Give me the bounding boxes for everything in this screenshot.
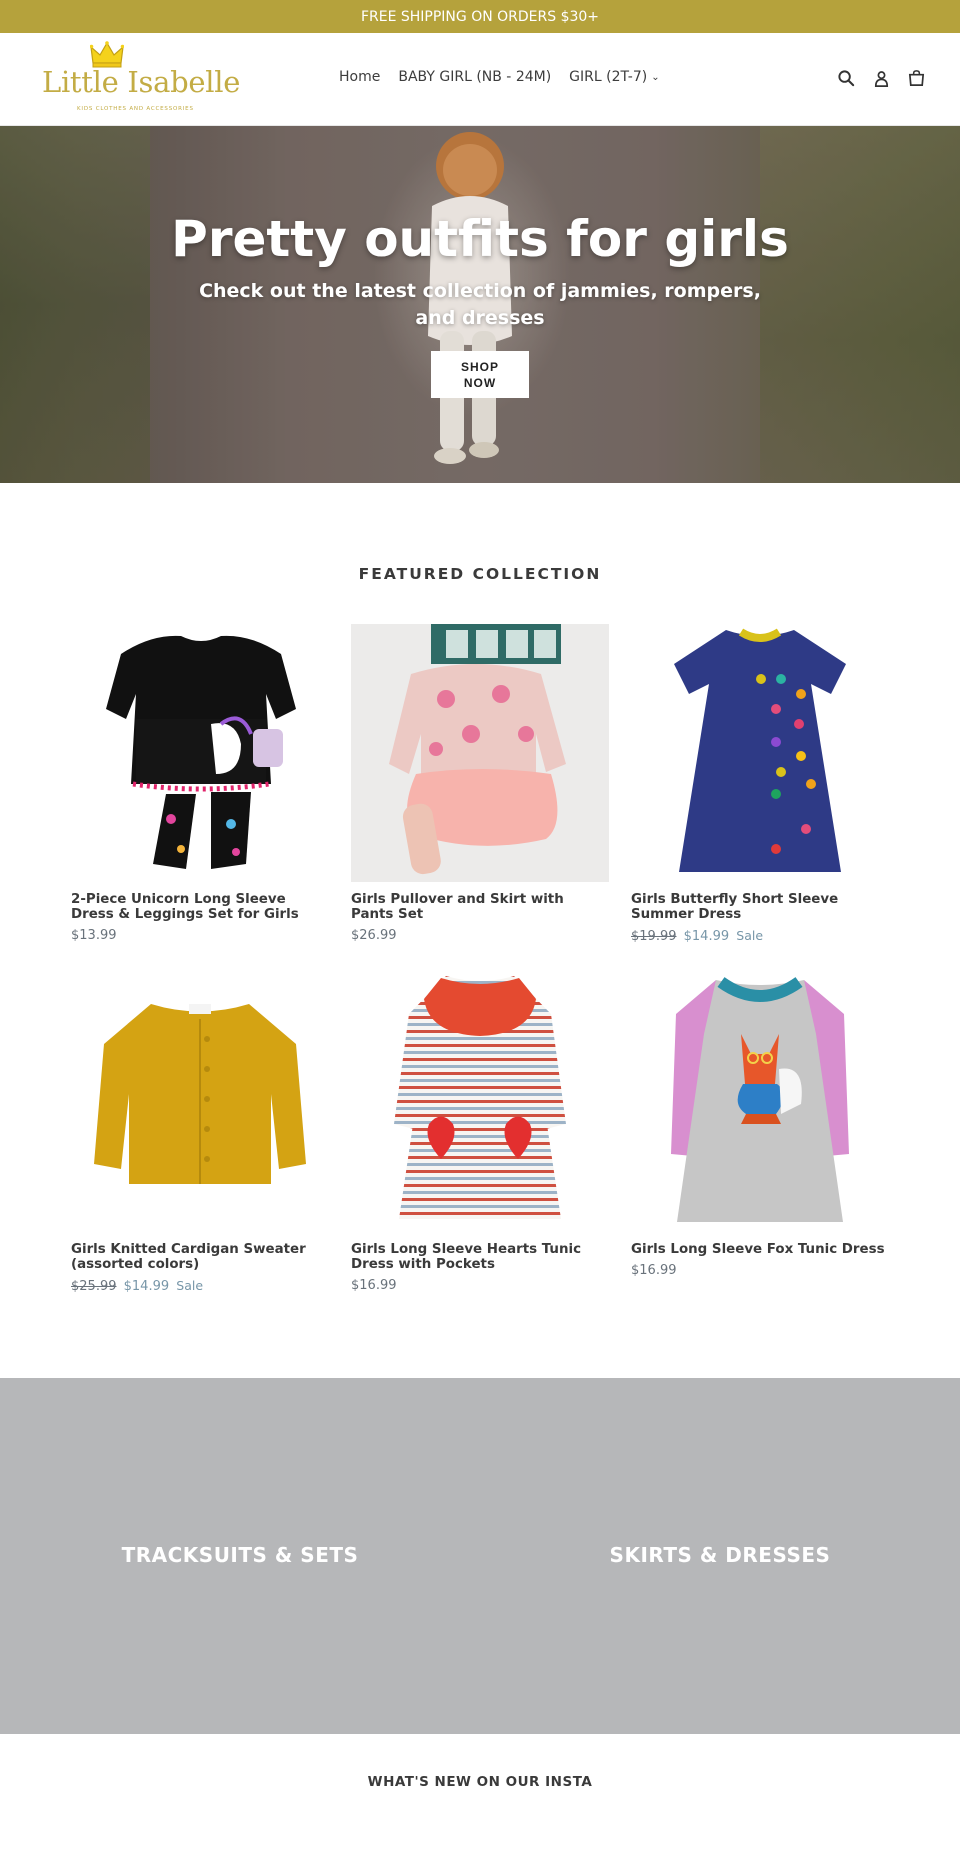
product-price (631, 928, 889, 944)
hero-subtitle: Check out the latest collection of jammies, rompers, and dresses (199, 280, 761, 329)
featured-collection-title: FEATURED COLLECTION (358, 565, 602, 583)
site-header (0, 33, 960, 126)
cart-icon[interactable] (907, 69, 926, 88)
announcement-bar (0, 0, 960, 33)
product-price (351, 928, 609, 943)
product-price (71, 928, 329, 943)
product-title[interactable]: Girls Butterfly Short Sleeve Summer Dress (631, 892, 839, 922)
price-value: $26.99 (351, 928, 397, 943)
product-title[interactable]: Girls Pullover and Skirt with Pants Set (351, 892, 564, 922)
product-title[interactable]: Girls Knitted Cardigan Sweater (assorted colors) (71, 1242, 306, 1272)
price-value: $16.99 (351, 1278, 397, 1293)
product-image[interactable] (631, 624, 889, 882)
compare-price: $25.99 (71, 1279, 117, 1294)
logo-tagline: KIDS CLOTHES AND ACCESSORIES (77, 106, 194, 112)
product-card[interactable] (631, 974, 889, 1278)
product-price (631, 1263, 889, 1278)
nav-baby-girl[interactable] (398, 69, 551, 85)
shop-now-button[interactable] (431, 351, 529, 398)
nav-baby-girl-label: BABY GIRL (NB - 24M) (398, 69, 552, 85)
product-image[interactable] (351, 624, 609, 882)
price-value: $13.99 (71, 928, 117, 943)
account-icon[interactable] (872, 69, 891, 88)
hero-banner (0, 126, 960, 483)
product-title[interactable]: 2-Piece Unicorn Long Sleeve Dress & Leggings Set for Girls (71, 892, 299, 922)
sale-price: $14.99 (683, 929, 730, 944)
collection-tracksuits-sets[interactable]: TRACKSUITS & SETS (121, 1543, 359, 1567)
price-value: $16.99 (631, 1263, 677, 1278)
product-card[interactable] (351, 974, 609, 1293)
shop-now-label: SHOP NOW (460, 359, 499, 390)
product-card[interactable] (631, 624, 889, 944)
insta-title: WHAT'S NEW ON OUR INSTA (367, 1774, 593, 1790)
sale-label: Sale (736, 928, 764, 943)
product-image[interactable] (71, 974, 329, 1232)
product-card[interactable] (71, 974, 329, 1294)
product-card[interactable] (71, 624, 329, 943)
hero-content (0, 126, 960, 483)
nav-girl-label: GIRL (2T-7) (569, 69, 648, 85)
nav-home-label: Home (339, 69, 381, 85)
product-price (351, 1278, 609, 1293)
store-logo[interactable] (42, 41, 241, 119)
sale-price: $14.99 (123, 1279, 170, 1294)
nav-girl[interactable] (569, 69, 659, 85)
announcement-text: FREE SHIPPING ON ORDERS $30+ (360, 8, 600, 25)
search-icon[interactable] (837, 69, 856, 88)
compare-price: $19.99 (631, 929, 677, 944)
product-card[interactable] (351, 624, 609, 943)
collection-skirts-dresses[interactable]: SKIRTS & DRESSES (609, 1543, 831, 1567)
hero-title: Pretty outfits for girls (171, 210, 789, 268)
sale-label: Sale (176, 1278, 204, 1293)
product-image[interactable] (631, 974, 889, 1232)
collection-list (0, 1378, 960, 1734)
product-title[interactable]: Girls Long Sleeve Hearts Tunic Dress with Pockets (351, 1242, 582, 1272)
header-icons (837, 69, 926, 88)
product-image[interactable] (71, 624, 329, 882)
main-nav (339, 69, 678, 85)
product-price (71, 1278, 329, 1294)
product-image[interactable] (351, 974, 609, 1232)
nav-home[interactable] (339, 69, 380, 85)
chevron-down-icon: ⌄ (651, 71, 660, 83)
logo-text: Little Isabelle (42, 65, 241, 99)
product-title[interactable]: Girls Long Sleeve Fox Tunic Dress (631, 1242, 885, 1257)
